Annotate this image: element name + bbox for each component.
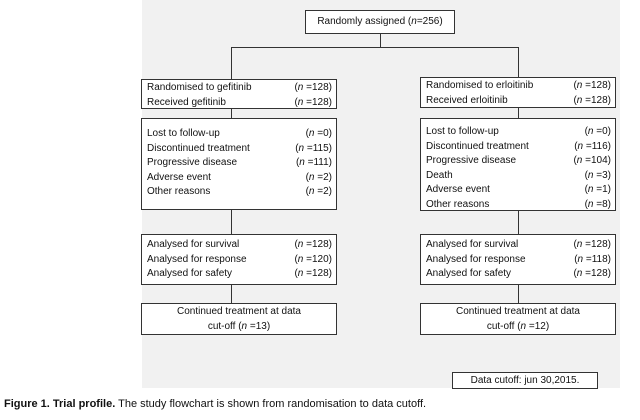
row-value: (n =128): [573, 80, 611, 91]
left-followup-box: [141, 118, 337, 210]
left-followup-rows: [147, 127, 332, 200]
right-followup-box: [420, 118, 616, 211]
connector-right-down: [518, 47, 519, 77]
row-value: (n =111): [295, 157, 332, 168]
row-value: (n =120): [294, 253, 332, 265]
connector-left-2: [231, 210, 232, 234]
row-value: (n =8): [584, 198, 611, 210]
left-continued-box: [141, 303, 337, 335]
flow-row: [426, 79, 611, 94]
row-value: (n =2): [305, 186, 332, 197]
flow-row: [426, 267, 611, 282]
connector-left-down: [231, 47, 232, 79]
connector-left-1: [231, 109, 232, 118]
caption-title: Figure 1. Trial profile.: [4, 398, 116, 410]
row-label: Other reasons: [426, 198, 490, 210]
row-label: Lost to follow-up: [147, 128, 220, 139]
row-label: Received gefitinib: [147, 96, 226, 108]
row-value: (n =128): [294, 239, 332, 250]
row-label: Adverse event: [147, 171, 211, 183]
flow-row: [426, 198, 611, 213]
randomly-assigned-box: [305, 10, 455, 34]
row-value: (n =128): [573, 268, 611, 279]
left-continued-line1: Continued treatment at data: [177, 306, 301, 317]
row-value: (n =128): [573, 94, 611, 106]
flow-row: [147, 253, 332, 268]
flow-row: [147, 171, 332, 186]
row-label: Death: [426, 169, 453, 181]
row-label: Progressive disease: [147, 157, 238, 168]
row-value: (n =0): [584, 126, 611, 137]
row-label: Analysed for safety: [147, 268, 233, 279]
flow-row: [426, 253, 611, 268]
right-continued-line1: Continued treatment at data: [456, 306, 580, 317]
row-label: Analysed for survival: [426, 239, 519, 250]
row-value: (n =128): [573, 239, 611, 250]
flow-row: [147, 156, 332, 171]
row-label: Randomised to erloitinib: [426, 80, 534, 91]
left-allocation-box: [141, 79, 337, 109]
flow-row: [147, 127, 332, 142]
row-value: (n =104): [573, 155, 611, 166]
caption-text: The study flowchart is shown from randomisation to data cutoff.: [115, 398, 427, 410]
row-label: Discontinued treatment: [147, 142, 250, 154]
figure-caption: [4, 398, 426, 410]
left-analysis-rows: [147, 238, 332, 282]
row-label: Other reasons: [147, 186, 211, 197]
row-value: (n =128): [294, 82, 332, 93]
left-analysis-box: [141, 234, 337, 285]
flow-row: [426, 140, 611, 155]
right-allocation-rows: [426, 79, 611, 108]
row-label: Analysed for response: [426, 253, 526, 265]
row-label: Discontinued treatment: [426, 140, 529, 152]
right-followup-rows: [426, 125, 611, 212]
connector-right-2: [518, 211, 519, 234]
row-value: (n =0): [305, 128, 332, 139]
flow-row: [147, 142, 332, 157]
right-continued-line2: cut-off (n =12): [486, 320, 550, 332]
flow-row: [426, 183, 611, 198]
row-value: (n =3): [584, 169, 611, 181]
left-continued-line2: cut-off (n =13): [207, 320, 271, 332]
connector-top-down: [380, 34, 381, 47]
right-allocation-box: [420, 77, 616, 108]
row-value: (n =116): [574, 140, 611, 152]
right-continued-box: [420, 303, 616, 335]
flow-row: [147, 185, 332, 200]
flow-row: [147, 238, 332, 253]
flow-row: [426, 125, 611, 140]
row-value: (n =1): [584, 184, 611, 195]
row-label: Lost to follow-up: [426, 126, 499, 137]
row-label: Randomised to gefitinib: [147, 82, 252, 93]
data-cutoff-box: Data cutoff: jun 30,2015.: [452, 372, 598, 389]
flow-row: [426, 169, 611, 184]
row-label: Received erloitinib: [426, 94, 508, 106]
flow-row: [147, 96, 332, 111]
connector-branch: [231, 47, 518, 48]
connector-left-3: [231, 285, 232, 303]
flow-row: [426, 94, 611, 109]
left-allocation-rows: [147, 81, 332, 110]
row-label: Analysed for safety: [426, 268, 512, 279]
row-value: (n =128): [294, 268, 332, 279]
right-analysis-rows: [426, 238, 611, 282]
row-label: Adverse event: [426, 184, 490, 195]
row-label: Analysed for response: [147, 253, 247, 265]
right-analysis-box: [420, 234, 616, 285]
flow-row: [147, 267, 332, 282]
row-label: Analysed for survival: [147, 239, 240, 250]
connector-right-1: [518, 108, 519, 118]
flow-row: [426, 238, 611, 253]
row-value: (n =2): [305, 171, 332, 183]
row-value: (n =128): [294, 96, 332, 108]
flow-row: [426, 154, 611, 169]
row-label: Progressive disease: [426, 155, 517, 166]
randomly-assigned-text: Randomly assigned (n=256): [317, 16, 443, 27]
row-value: (n =115): [295, 142, 332, 154]
row-value: (n =118): [574, 253, 611, 265]
connector-right-3: [518, 285, 519, 303]
flow-row: [147, 81, 332, 96]
